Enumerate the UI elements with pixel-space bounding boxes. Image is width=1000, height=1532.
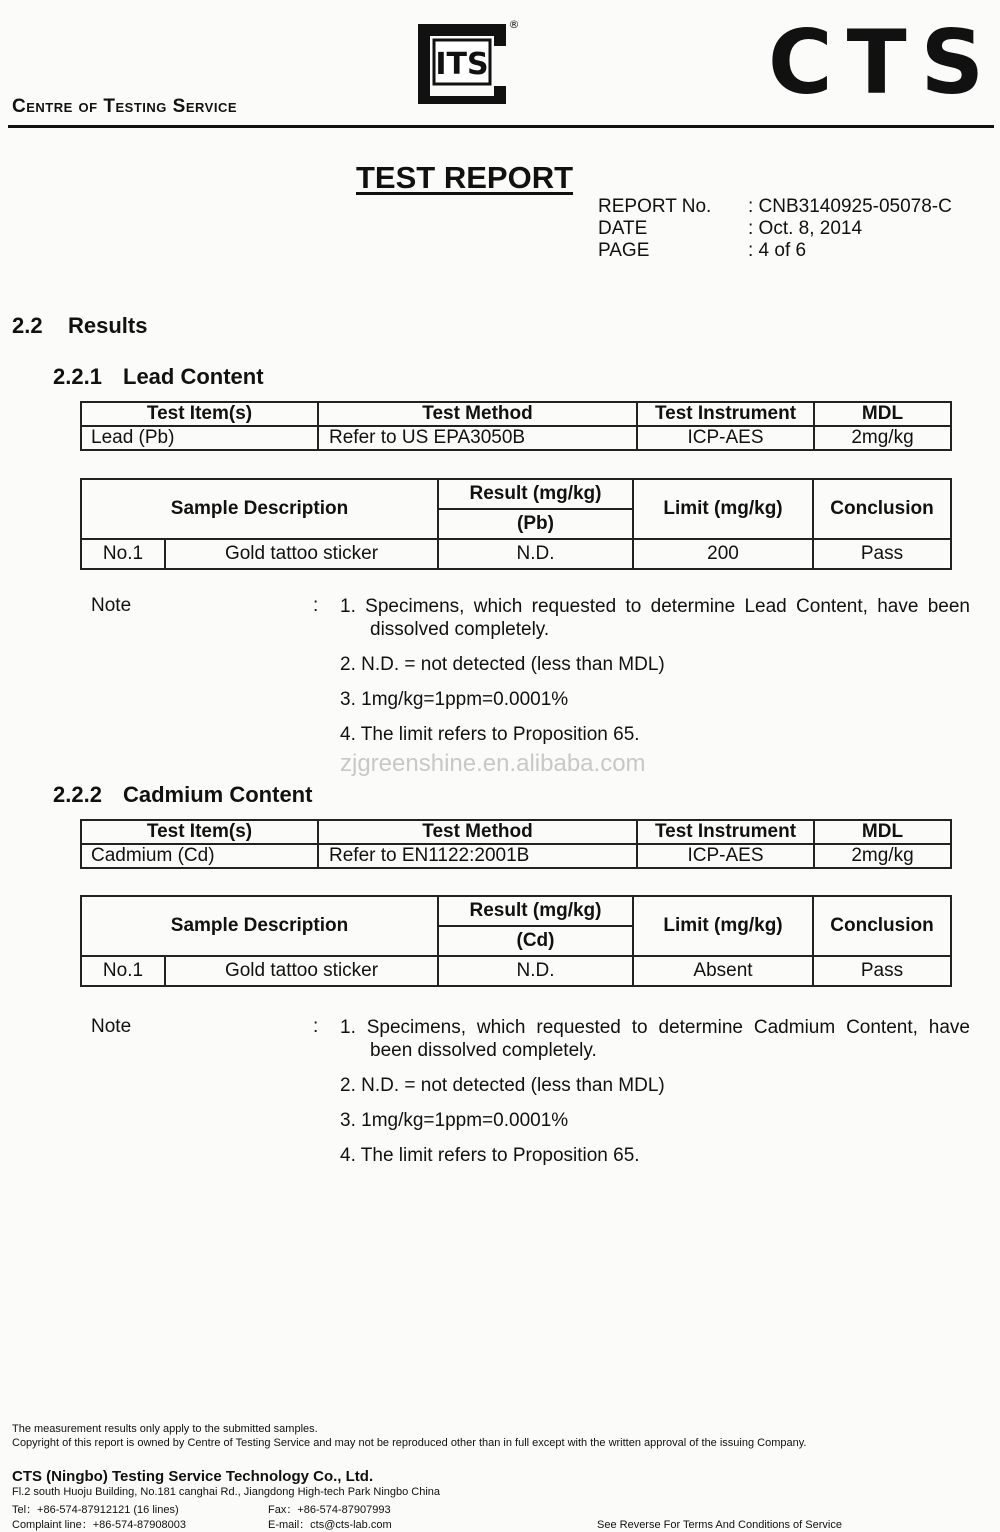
header-test-method: Test Method (318, 402, 637, 426)
cadmium-note-1: 1. Specimens, which requested to determine Cadmium Content, have been dissolved completely. (340, 1017, 970, 1061)
header-mdl: MDL (814, 402, 951, 426)
header-mdl: MDL (814, 820, 951, 844)
report-no-label: REPORT No. (598, 196, 712, 217)
header-result-element: (Cd) (438, 926, 633, 956)
cell-sample-no: No.1 (81, 956, 165, 986)
cadmium-note-label: Note (91, 1016, 132, 1037)
footer-fax: Fax：+86-574-87907993 (268, 1504, 391, 1516)
its-logo (414, 16, 520, 108)
cell-conclusion: Pass (813, 956, 951, 986)
cell-mdl: 2mg/kg (814, 426, 951, 450)
cell-test-instrument: ICP-AES (637, 844, 814, 868)
header-conclusion: Conclusion (813, 479, 951, 539)
logo-text: ITS (435, 47, 489, 82)
header-result-element: (Pb) (438, 509, 633, 539)
lead-title: Lead Content (123, 364, 264, 389)
report-no-value: : CNB3140925-05078-C (748, 196, 952, 217)
cell-limit: Absent (633, 956, 813, 986)
page-value: : 4 of 6 (748, 240, 807, 261)
cadmium-notes (340, 1016, 970, 1179)
cadmium-note-2: 2. N.D. = not detected (less than MDL) (340, 1075, 665, 1096)
footer-complaint: Complaint line：+86-574-87908003 (12, 1519, 186, 1531)
disclaimer-copyright: Copyright of this report is owned by Centre of Testing Service and may not be reproduced other than in full except with the written approval of the issuing Company. (12, 1437, 807, 1449)
footer-address: Fl.2 south Huoju Building, No.181 canghai Rd., Jiangdong High-tech Park Ningbo China (12, 1486, 441, 1498)
cell-limit: 200 (633, 539, 813, 569)
lead-note-label: Note (91, 595, 132, 616)
cadmium-method-table (80, 819, 952, 869)
lead-note-1: 1. Specimens, which requested to determine Lead Content, have been dissolved completely. (340, 596, 970, 640)
cell-test-method: Refer to US EPA3050B (318, 426, 637, 450)
cell-conclusion: Pass (813, 539, 951, 569)
lead-result-table (80, 478, 952, 570)
lead-number: 2.2.1 (53, 364, 102, 389)
organization-name: Centre of Testing Service (12, 96, 238, 117)
lead-notes (340, 595, 970, 758)
cell-result: N.D. (438, 539, 633, 569)
page-label: PAGE (598, 240, 650, 261)
footer-tel: Tel：+86-574-87912121 (16 lines) (12, 1504, 179, 1516)
footer-email: E-mail：cts@cts-lab.com (268, 1519, 392, 1531)
header-test-item: Test Item(s) (81, 402, 318, 426)
brand-logo: CTS (768, 11, 998, 114)
disclaimer-results: The measurement results only apply to the submitted samples. (12, 1423, 318, 1435)
cell-test-item: Cadmium (Cd) (81, 844, 318, 868)
cadmium-number: 2.2.2 (53, 782, 102, 807)
lead-note-4: 4. The limit refers to Proposition 65. (340, 724, 640, 745)
header-result: Result (mg/kg) (438, 479, 633, 509)
cell-sample-desc: Gold tattoo sticker (165, 956, 438, 986)
lead-heading (53, 364, 264, 390)
header-test-item: Test Item(s) (81, 820, 318, 844)
cadmium-title: Cadmium Content (123, 782, 313, 807)
cadmium-note-3: 3. 1mg/kg=1ppm=0.0001% (340, 1110, 569, 1131)
header-limit: Limit (mg/kg) (633, 896, 813, 956)
header-test-instrument: Test Instrument (637, 402, 814, 426)
cadmium-note-4: 4. The limit refers to Proposition 65. (340, 1145, 640, 1166)
header-conclusion: Conclusion (813, 896, 951, 956)
header-sample-description: Sample Description (81, 896, 438, 956)
section-heading (12, 313, 147, 339)
cell-sample-desc: Gold tattoo sticker (165, 539, 438, 569)
footer-company: CTS (Ningbo) Testing Service Technology Co., Ltd. (12, 1468, 374, 1485)
cadmium-result-table (80, 895, 952, 987)
page-title: TEST REPORT (356, 160, 574, 195)
header-sample-description: Sample Description (81, 479, 438, 539)
cell-test-method: Refer to EN1122:2001B (318, 844, 637, 868)
lead-method-table (80, 401, 952, 451)
date-value: : Oct. 8, 2014 (748, 218, 863, 239)
cell-test-instrument: ICP-AES (637, 426, 814, 450)
footer-reverse: See Reverse For Terms And Conditions of Service (597, 1519, 842, 1531)
header-divider (8, 125, 994, 128)
footer-disclaimer (12, 1422, 992, 1450)
lead-note-colon: : (313, 595, 319, 616)
report-meta (598, 196, 952, 262)
cell-mdl: 2mg/kg (814, 844, 951, 868)
date-label: DATE (598, 218, 648, 239)
cell-result: N.D. (438, 956, 633, 986)
cadmium-note-colon: : (313, 1016, 319, 1037)
lead-note-2: 2. N.D. = not detected (less than MDL) (340, 654, 665, 675)
header-test-instrument: Test Instrument (637, 820, 814, 844)
header-result: Result (mg/kg) (438, 896, 633, 926)
lead-note-3: 3. 1mg/kg=1ppm=0.0001% (340, 689, 569, 710)
cell-test-item: Lead (Pb) (81, 426, 318, 450)
registered-mark: ® (508, 18, 520, 31)
section-title: Results (68, 313, 148, 338)
section-number: 2.2 (12, 313, 43, 338)
header-test-method: Test Method (318, 820, 637, 844)
header-limit: Limit (mg/kg) (633, 479, 813, 539)
cadmium-heading (53, 782, 312, 808)
cell-sample-no: No.1 (81, 539, 165, 569)
watermark: zjgreenshine.en.alibaba.com (340, 750, 646, 777)
